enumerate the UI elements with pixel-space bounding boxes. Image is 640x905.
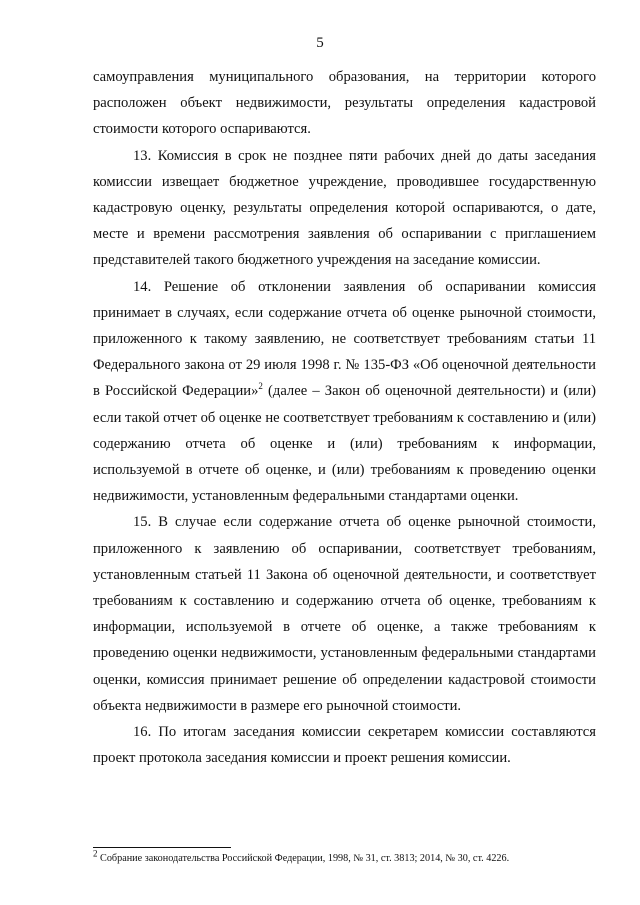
footnote-marker: 2 <box>93 848 98 859</box>
footnote-reference: 2 <box>258 381 263 392</box>
footnote-text: Собрание законодательства Российской Федерации, 1998, № 31, ст. 3813; 2014, № 30, ст. 4226. <box>97 853 510 864</box>
page-number: 5 <box>316 35 324 51</box>
footnote <box>93 848 596 866</box>
footnote-separator <box>93 847 231 848</box>
paragraph-16: 16. По итогам заседания комиссии секретарем комиссии составляются проект протокола заседания комиссии и проект решения комиссии. <box>93 724 596 767</box>
paragraph-15: 15. В случае если содержание отчета об оценке рыночной стоимости, приложенного к заявлению об оспаривании, соответствует требованиям, установленным статьей 11 Закона об оценочной деятельности, и соответствует требованиям к составлению и содержанию отчета об оценке, требованиям к информации, используемой в отчете об оценке, а также требованиям к проведению оценки недвижимости, установленным федеральными стандартами оценки, комиссия принимает решение об определении кадастровой стоимости объекта недвижимости в размере его рыночной стоимости. <box>93 514 596 714</box>
paragraph-continuation: самоуправления муниципального образования, на территории которого расположен объект недвижимости, результаты определения кадастровой стоимости которого оспариваются. <box>93 69 596 138</box>
paragraph-14-text-start: 14. Решение об отклонении заявления об оспаривании комиссия принимает в случаях, если содержание отчета об оценке рыночной стоимости, приложенного к такому заявлению, не соответствует требованиям статьи 11 Федерального закона от 29 июля 1998 г. № 135-ФЗ «Об оценочной деятельности в Российской Федерации» <box>93 278 596 400</box>
paragraph-13: 13. Комиссия в срок не позднее пяти рабочих дней до даты заседания комиссии извещает бюджетное учреждение, проводившее государственную кадастровую оценку, результаты определения которой оспариваются, о дате, месте и времени рассмотрения заявления об оспаривании с приглашением представителей такого бюджетного учреждения на заседание комиссии. <box>93 147 596 269</box>
document-body <box>93 64 596 771</box>
paragraph-14 <box>93 274 596 510</box>
paragraph-14-text-end: (далее – Закон об оценочной деятельности) и (или) если такой отчет об оценке не соответствует требованиям к составлению и (или) содержанию отчета об оценке и (или) требованиям к информации, используемой в отчете об оценке, и (или) требованиям к проведению оценки недвижимости, установленным федеральными стандартами оценки. <box>93 383 597 505</box>
